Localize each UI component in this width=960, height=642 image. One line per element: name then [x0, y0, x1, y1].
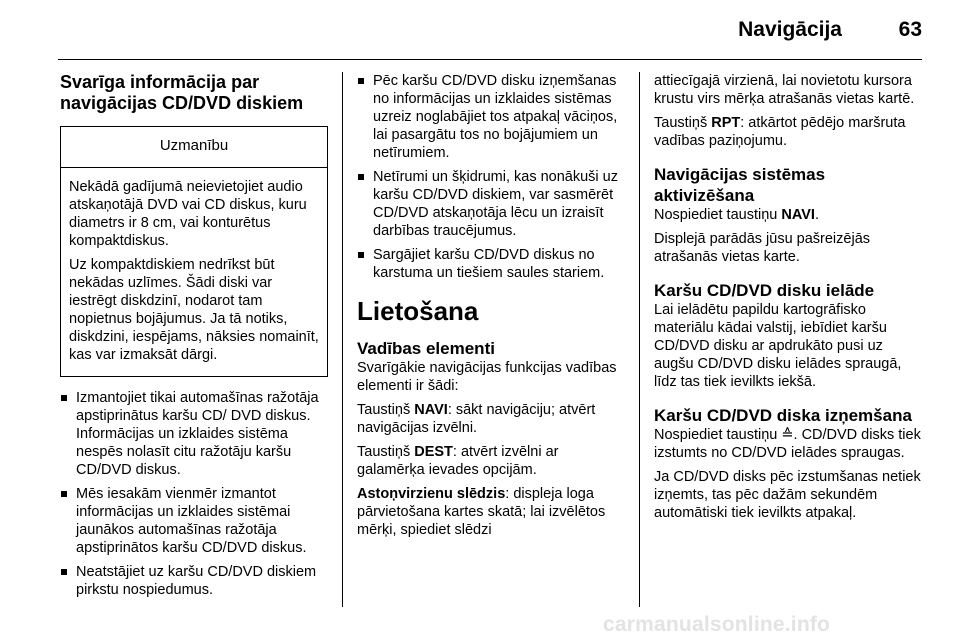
- rpt-key-label: RPT: [711, 115, 741, 131]
- list-item: Izmantojiet tikai automašīnas ražotāja apstiprinātus karšu CD/ DVD diskus. Informācijas un izklaides sistēma nespēs nolasīt citu ražotāju karšu CD/DVD diskus.: [60, 389, 328, 479]
- eject-icon: ≙: [781, 427, 794, 443]
- square-bullet-icon: [358, 174, 364, 180]
- list-item: Pēc karšu CD/DVD disku izņemšanas no informācijas un izklaides sistēmas uzreiz noglabājiet tos atpakaļ vāciņos, lai pasargātu tos no bojājumiem un netīrumiem.: [357, 72, 625, 162]
- warning-title: Uzmanību: [61, 127, 327, 168]
- bullet-list: [60, 389, 328, 599]
- column-divider-1: [342, 72, 343, 607]
- activation-text-2: Displejā parādās jūsu pašreizējās atrašanās vietas karte.: [654, 231, 871, 265]
- eject-text: Nospiediet taustiņu ≙. CD/DVD disks tiek izstumts no CD/DVD ielādes spraugas.: [654, 427, 921, 461]
- warning-paragraph: Uz kompaktdiskiem nedrīkst būt nekādas uzlīmes. Šādi diski var iestrēgt diskdzinī, nodarot tam nopietnus bojājumus. Ja tā notiks, diskdzini, iespējams, nāksies nomainīt, kas var izmaksāt dārgi.: [69, 257, 319, 363]
- dest-key-label: DEST: [414, 444, 453, 460]
- column-2: [357, 72, 625, 545]
- warning-body: [61, 168, 327, 376]
- joystick-label: Astoņvirzienu slēdzis: [357, 486, 506, 502]
- section-heading-cd-info: Svarīga informācija par navigācijas CD/DVD diskiem: [60, 72, 304, 113]
- list-item: Sargājiet karšu CD/DVD diskus no karstuma un tiešiem saules stariem.: [357, 246, 625, 282]
- watermark: carmanualsonline.info: [603, 613, 831, 636]
- square-bullet-icon: [61, 395, 67, 401]
- subsection-title-controls: Vadības elementi: [357, 339, 495, 358]
- subsection-title-insert: Karšu CD/DVD disku ielāde: [654, 281, 875, 300]
- insert-text: Lai ielādētu papildu kartogrāfisko materiālu kādai valstij, iebīdiet karšu CD/DVD disku ar apdrukāto pusi uz augšu CD/DVD disku ielādes spraugā, līdz tas tiek ievilkts iekšā.: [654, 302, 902, 390]
- activation-text: Nospiediet taustiņu NAVI.: [654, 207, 819, 223]
- column-1: [60, 72, 328, 605]
- page-number: 63: [898, 18, 922, 41]
- controls-intro: Svarīgākie navigācijas funkcijas vadības elementi ir šādi:: [357, 360, 617, 394]
- subsection-title-eject: Karšu CD/DVD diska izņemšana: [654, 406, 912, 425]
- dest-key-description: Taustiņš DEST: atvērt izvēlni ar galamērķa ievades opcijām.: [357, 444, 559, 478]
- list-item: Netīrumi un šķidrumi, kas nonākuši uz karšu CD/DVD diskiem, var sasmērēt CD/DVD atskaņotāja lēcu un izraisīt darbības traucējumus.: [357, 168, 625, 240]
- joystick-description: Astoņvirzienu slēdzis: displeja loga pārvietošana kartes skatā; lai izvēlētos mērķi, spiediet slēdzi: [357, 486, 606, 538]
- warning-box: [60, 126, 328, 377]
- column-3: [654, 72, 924, 528]
- square-bullet-icon: [61, 569, 67, 575]
- navi-key-label: NAVI: [781, 207, 815, 223]
- eject-text-2: Ja CD/DVD disks pēc izstumšanas netiek izņemts, tas pēc dažām sekundēm automātiski tiek ievilkts atpakaļ.: [654, 469, 921, 521]
- navi-key-label: NAVI: [414, 402, 448, 418]
- page-header-title: Navigācija: [738, 18, 842, 41]
- square-bullet-icon: [61, 491, 67, 497]
- section-title-usage: Lietošana: [357, 296, 479, 326]
- square-bullet-icon: [358, 78, 364, 84]
- list-item: Neatstājiet uz karšu CD/DVD diskiem pirkstu nospiedumus.: [60, 563, 328, 599]
- joystick-continuation: attiecīgajā virzienā, lai novietotu kursora krustu virs mērķa atrašanās vietas kartē.: [654, 73, 915, 107]
- rpt-key-description: Taustiņš RPT: atkārtot pēdējo maršruta vadības paziņojumu.: [654, 115, 906, 149]
- subsection-title-activation: Navigācijas sistēmas aktivizēšana: [654, 165, 826, 205]
- navi-key-description: Taustiņš NAVI: sākt navigāciju; atvērt navigācijas izvēlni.: [357, 402, 596, 436]
- square-bullet-icon: [358, 252, 364, 258]
- header-rule: [58, 59, 922, 60]
- warning-paragraph: Nekādā gadījumā neievietojiet audio atskaņotājā DVD vai CD diskus, kuru diametrs ir 8 cm, vai konturētus kompaktdiskus.: [69, 179, 307, 249]
- bullet-list: [357, 72, 625, 282]
- list-item: Mēs iesakām vienmēr izmantot informācijas un izklaides sistēmai jaunākos automašīnas ražotāja apstiprinātos karšu CD/DVD diskus.: [60, 485, 328, 557]
- column-divider-2: [639, 72, 640, 607]
